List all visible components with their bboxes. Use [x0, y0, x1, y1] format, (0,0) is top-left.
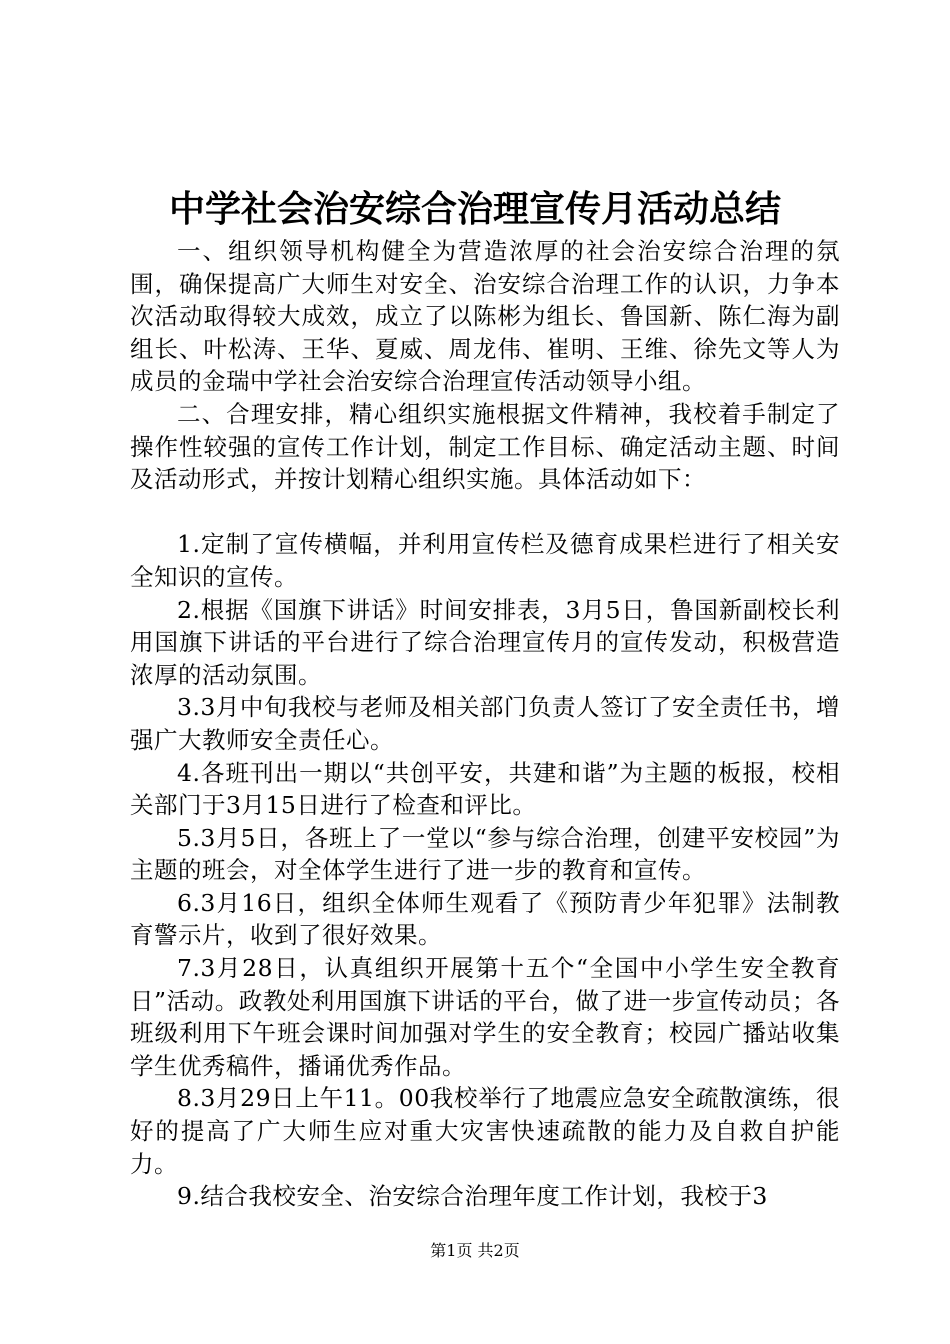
paragraph: 二、合理安排，精心组织实施根据文件精神，我校着手制定了操作性较强的宣传工作计划，制定工作目标、确定活动主题、时间及活动形式，并按计划精心组织实施。具体活动如下： — [130, 399, 840, 494]
document-title: 中学社会治安综合治理宣传月活动总结 — [168, 188, 781, 230]
paragraph: 一、组织领导机构健全为营造浓厚的社会治安综合治理的氛围，确保提高广大师生对安全、治安综合治理工作的认识，力争本次活动取得较大成效，成立了以陈彬为组长、鲁国新、陈仁海为副组长、叶松涛、王华、夏威、周龙伟、崔明、王维、徐先文等人为成员的金瑞中学社会治安综合治理宣传活动领导小组。 — [130, 237, 840, 396]
paragraph: 5.3月5日，各班上了一堂以“参与综合治理，创建平安校园”为主题的班会，对全体学生进行了进一步的教育和宣传。 — [130, 823, 840, 885]
paragraph: 7.3月28日，认真组织开展第十五个“全国中小学生安全教育日”活动。政教处利用国旗下讲话的平台，做了进一步宣传动员；各班级利用下午班会课时间加强对学生的安全教育；校园广播站收集学生优秀稿件，播诵优秀作品。 — [130, 954, 840, 1080]
paragraph: 3.3月中旬我校与老师及相关部门负责人签订了安全责任书，增强广大教师安全责任心。 — [130, 693, 840, 754]
document-body — [130, 235, 840, 1213]
paragraph: 9.结合我校安全、治安综合治理年度工作计划，我校于3 — [177, 1182, 768, 1211]
paragraph: 6.3月16日，组织全体师生观看了《预防青少年犯罪》法制教育警示片，收到了很好效果。 — [130, 888, 840, 950]
paragraph: 2.根据《国旗下讲话》时间安排表，3月5日，鲁国新副校长利用国旗下讲话的平台进行了综合治理宣传月的宣传发动，积极营造浓厚的活动氛围。 — [130, 595, 840, 689]
paragraph: 8.3月29日上午11。00我校举行了地震应急安全疏散演练，很好的提高了广大师生应对重大灾害快速疏散的能力及自救自护能力。 — [130, 1084, 840, 1178]
paragraph: 4.各班刊出一期以“共创平安，共建和谐”为主题的板报，校相关部门于3月15日进行了检查和评比。 — [130, 758, 840, 820]
paragraph: 1.定制了宣传横幅，并利用宣传栏及德育成果栏进行了相关安全知识的宣传。 — [130, 530, 840, 591]
page-number-footer: 第1页 共2页 — [430, 1241, 520, 1260]
blank-line — [130, 496, 840, 529]
